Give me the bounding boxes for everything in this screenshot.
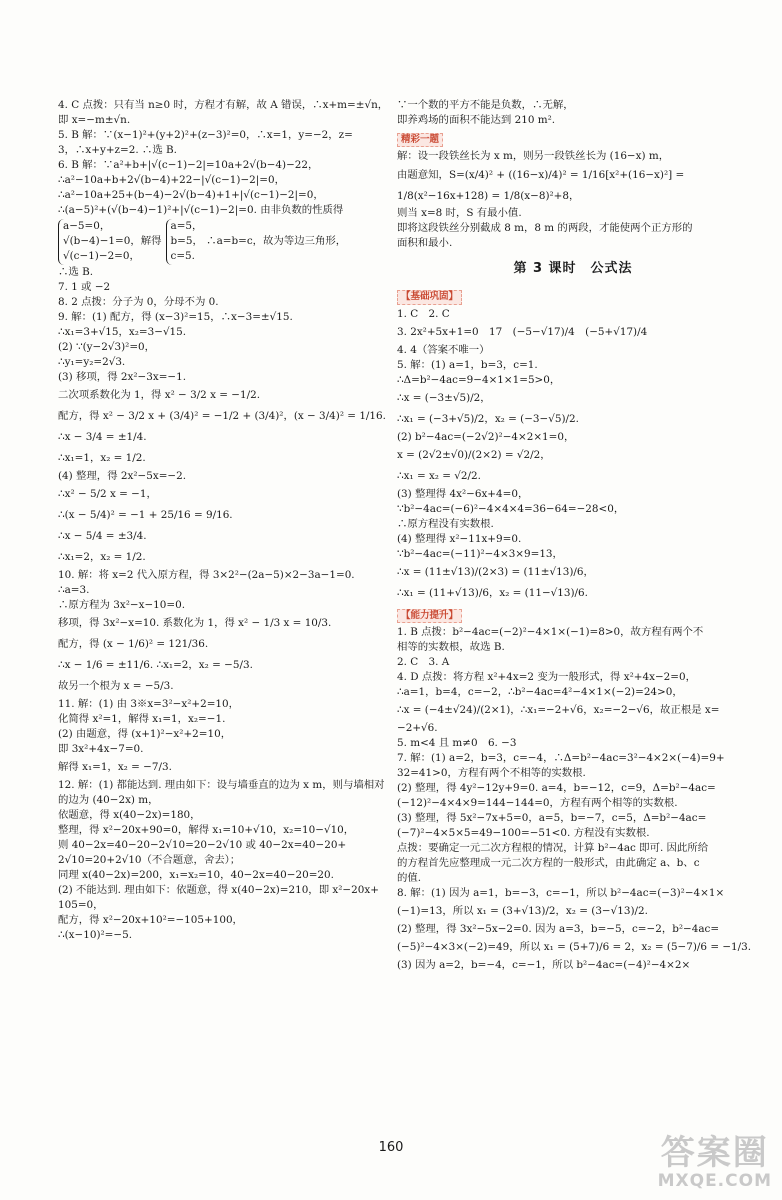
answer-line: 相等的实数根，故选 B. bbox=[397, 640, 505, 653]
answer-line: ∴(a−5)²+(√(b−4)−1)²+|√(c−1)−2|=0. 由非负数的性质得 bbox=[58, 204, 344, 216]
answer-line: ∴x − 3/4 = ±1/4. bbox=[58, 431, 147, 444]
answer-line: 点拨：要确定一元二次方程根的情况，计算 b²−4ac 即可. 因此所给 bbox=[397, 841, 709, 854]
system-line: b=5， ∴a=b=c，故为等边三角形， bbox=[170, 235, 347, 247]
answer-line: 7. 解：(1) a=2，b=3，c=−4，∴Δ=b²−4ac=3²−4×2×(−4)=9+ bbox=[397, 751, 725, 764]
answer-line: 6. B 解：∵a²+b+|√(c−1)−2|=10a+2√(b−4)−22， bbox=[58, 159, 319, 171]
answer-line: 解得 x₁=1，x₂ = −7/3. bbox=[58, 761, 172, 774]
answer-line: (2) 整理，得 4y²−12y+9=0. a=4，b=−12，c=9，Δ=b²−4ac= bbox=[397, 781, 716, 794]
answer-line: 3. 2x²+5x+1=0 17 (−5−√17)/4 (−5+√17)/4 bbox=[397, 325, 648, 338]
answer-line: ∴x₁ = (−3+√5)/2，x₂ = (−3−√5)/2. bbox=[397, 412, 579, 425]
answer-line: ∴x₁ = x₂ = √2/2. bbox=[397, 469, 481, 482]
answer-line: (−1)=13，所以 x₁ = (3+√13)/2，x₂ = (3−√13)/2. bbox=[397, 905, 648, 918]
lesson-title: 第 3 课时 公式法 bbox=[513, 261, 633, 277]
answer-line: (3) 整理，得 5x²−7x+5=0，a=5，b=−7，c=5，Δ=b²−4ac= bbox=[397, 811, 707, 824]
answer-line: ∴x₁ = (11+√13)/6，x₂ = (11−√13)/6. bbox=[397, 586, 588, 599]
answer-line: 解：设一段铁丝长为 x m，则另一段铁丝长为 (16−x) m， bbox=[397, 150, 670, 163]
answer-line: ∴原方程没有实数根. bbox=[397, 517, 494, 530]
left-column bbox=[58, 98, 389, 944]
answer-line: 2. C 3. A bbox=[397, 655, 450, 668]
answer-line: 8. 解：(1) 因为 a=1，b=−3，c=−1，所以 b²−4ac=(−3)²−4×1× bbox=[397, 886, 725, 899]
answer-line: ∴(x − 5/4)² = −1 + 25/16 = 9/16. bbox=[58, 509, 233, 522]
answer-line: 5. m<4 且 m≠0 6. −3 bbox=[397, 736, 517, 749]
answer-line: 的方程首先应整理成一元二次方程的一般形式，由此确定 a、b、c bbox=[397, 856, 700, 869]
answer-line: (4) 整理得 x²−11x+9=0. bbox=[397, 532, 522, 545]
section-tag: 【基础巩固】 bbox=[397, 290, 462, 304]
page-number: 160 bbox=[378, 1140, 404, 1155]
answer-line: (−12)²−4×4×9=144−144=0，方程有两个相等的实数根. bbox=[397, 796, 678, 809]
answer-line: 2√10=20+2√10（不合题意，舍去）； bbox=[58, 854, 241, 866]
answer-line: ∵一个数的平方不能是负数，∴无解， bbox=[397, 99, 574, 111]
answer-line: (3) 移项，得 2x²−3x=−1. bbox=[58, 371, 187, 383]
answer-line: ∴x = (−4±√24)/(2×1)，∴x₁=−2+√6，x₂=−2−√6，故正根是 x= bbox=[397, 704, 720, 717]
answer-line: ∴原方程为 3x²−x−10=0. bbox=[58, 599, 186, 611]
answer-line: 1/8(x²−16x+128) = 1/8(x−8)²+8， bbox=[397, 189, 580, 202]
answer-line: x = (2√2±√0)/(2×2) = √2/2， bbox=[397, 448, 551, 461]
answer-line: 5. B 解：∵(x−1)²+(y+2)²+(z−3)²=0，∴x=1，y=−2，z= bbox=[58, 129, 353, 141]
answer-line: 4. 4（答案不唯一） bbox=[397, 343, 490, 356]
answer-line: ∴x₁=2，x₂ = 1/2. bbox=[58, 551, 146, 564]
answer-line: 1. B 点拨：b²−4ac=(−2)²−4×1×(−1)=8>0，故方程有两个不 bbox=[397, 625, 704, 638]
answer-line: (2) ∵(y−2√3)²=0， bbox=[58, 341, 156, 353]
answer-line: ∴a=3. bbox=[58, 584, 90, 596]
answer-line: 化简得 x²=1，解得 x₁=1，x₂=−1. bbox=[58, 713, 226, 725]
answer-line: 面积和最小. bbox=[397, 237, 453, 250]
right-column bbox=[397, 98, 752, 974]
answer-line: 1. C 2. C bbox=[397, 307, 450, 320]
answer-line: (−7)²−4×5×5=49−100=−51<0. 方程没有实数根. bbox=[397, 826, 650, 839]
answer-line: −2+√6. bbox=[397, 721, 438, 734]
answer-line: ∴x = (11±√13)/(2×3) = (11±√13)/6， bbox=[397, 565, 594, 578]
answer-line: ∴(x−10)²=−5. bbox=[58, 929, 132, 941]
answer-line: ∵b²−4ac=(−6)²−4×4×4=36−64=−28<0， bbox=[397, 502, 625, 515]
answer-line: ∴a²−10a+b+2√(b−4)+22−|√(c−1)−2|=0， bbox=[58, 174, 285, 186]
brace-group bbox=[58, 219, 162, 265]
answer-line: 4. D 点拨：将方程 x²+4x=2 变为一般形式，得 x²+4x−2=0， bbox=[397, 670, 696, 683]
answer-line: ∴x² − 5/2 x = −1， bbox=[58, 488, 157, 501]
answer-line: ∴Δ=b²−4ac=9−4×1×1=5>0， bbox=[397, 373, 561, 386]
watermark-logo bbox=[657, 1132, 772, 1192]
answer-line: 的边为 (40−2x) m， bbox=[58, 794, 159, 806]
answer-line: (4) 整理，得 2x²−5x=−2. bbox=[58, 470, 187, 482]
answer-line: 的值. bbox=[397, 871, 422, 884]
watermark-text: 答案圈 bbox=[660, 1132, 769, 1173]
answer-line: 移项，得 3x²−x=10. 系数化为 1，得 x² − 1/3 x = 10/3. bbox=[58, 617, 332, 630]
system-line: √(b−4)−1=0，解得 bbox=[63, 235, 162, 247]
answer-line: 配方，得 x²−20x+10²=−105+100， bbox=[58, 914, 243, 926]
answer-line: 即 x=−m±√n. bbox=[58, 114, 131, 126]
answer-line: 10. 解：将 x=2 代入原方程，得 3×2²−(2a−5)×2−3a−1=0. bbox=[58, 569, 355, 581]
brace-group bbox=[166, 219, 347, 265]
answer-line: 由题意知，S=(x/4)² + ((16−x)/4)² = 1/16[x²+(16−x)²] = bbox=[397, 168, 685, 181]
section-tag: 【能力提升】 bbox=[397, 609, 462, 623]
answer-line: ∵b²−4ac=(−11)²−4×3×9=13， bbox=[397, 547, 563, 560]
answer-line: 即 3x²+4x−7=0. bbox=[58, 743, 144, 755]
answer-line: (2) 不能达到. 理由如下：依题意，得 x(40−2x)=210，即 x²−20x+ bbox=[58, 884, 379, 896]
answer-line: 11. 解：(1) 由 3※x=3²−x²+2=10， bbox=[58, 698, 240, 710]
answer-line: (3) 因为 a=2，b=−4，c=−1，所以 b²−4ac=(−4)²−4×2× bbox=[397, 958, 691, 971]
answer-line: 4. C 点拨：只有当 n≥0 时，方程才有解，故 A 错误，∴x+m=±√n， bbox=[58, 99, 389, 111]
answer-line: (3) 整理得 4x²−6x+4=0， bbox=[397, 487, 529, 500]
system-line: √(c−1)−2=0， bbox=[63, 250, 140, 262]
answer-line: 105=0， bbox=[58, 899, 104, 911]
equation-system bbox=[58, 219, 383, 265]
answer-line: 配方，得 x² − 3/2 x + (3/4)² = −1/2 + (3/4)²，(x − 3/4)² = 1/16. bbox=[58, 410, 386, 423]
answer-line: ∴a²−10a+25+(b−4)−2√(b−4)+1+|√(c−1)−2|=0， bbox=[58, 189, 324, 201]
answer-line: 则当 x=8 时，S 有最小值. bbox=[397, 207, 522, 220]
answer-line: 整理，得 x²−20x+90=0，解得 x₁=10+√10，x₂=10−√10， bbox=[58, 824, 355, 836]
answer-line: ∴x = (−3±√5)/2， bbox=[397, 391, 491, 404]
answer-line: 32=41>0，方程有两个不相等的实数根. bbox=[397, 766, 586, 779]
system-line: c=5. bbox=[170, 250, 195, 262]
answer-line: ∴x − 1/6 = ±11/6. ∴x₁=2，x₂ = −5/3. bbox=[58, 659, 253, 672]
answer-line: (2) 整理，得 3x²−5x−2=0. 因为 a=3，b=−5，c=−2，b²−4ac= bbox=[397, 922, 720, 935]
answer-line: ∴选 B. bbox=[58, 266, 94, 278]
answer-line: (2) b²−4ac=(−2√2)²−4×2×1=0， bbox=[397, 430, 575, 443]
answer-line: 故另一个根为 x = −5/3. bbox=[58, 680, 174, 693]
answer-line: 即养鸡场的面积不能达到 210 m². bbox=[397, 114, 556, 126]
answer-line: ∴a=1，b=4，c=−2，∴b²−4ac=4²−4×1×(−2)=24>0， bbox=[397, 685, 683, 698]
answer-line: ∴x₁=1，x₂ = 1/2. bbox=[58, 452, 146, 465]
answer-line: 即将这段铁丝分别截成 8 m，8 m 的两段，才能使两个正方形的 bbox=[397, 222, 693, 235]
answer-line: 5. 解：(1) a=1，b=3，c=1. bbox=[397, 358, 538, 371]
answer-line: (−5)²−4×3×(−2)=49，所以 x₁ = (5+7)/6 = 2，x₂ = (5−7)/6 = −1/3. bbox=[397, 941, 752, 954]
answer-line: 依题意，得 x(40−2x)=180， bbox=[58, 809, 201, 821]
watermark-url: MXQE.COM bbox=[657, 1170, 772, 1191]
answer-line: 8. 2 点拨：分子为 0，分母不为 0. bbox=[58, 296, 219, 308]
answer-line: 7. 1 或 −2 bbox=[58, 281, 111, 293]
system-line: a−5=0， bbox=[63, 220, 111, 232]
answer-line: ∴x − 5/4 = ±3/4. bbox=[58, 530, 147, 543]
answer-line: ∴x₁=3+√15，x₂=3−√15. bbox=[58, 326, 187, 338]
answer-line: 9. 解：(1) 配方，得 (x−3)²=15，∴x−3=±√15. bbox=[58, 311, 293, 323]
answer-line: 配方，得 (x − 1/6)² = 121/36. bbox=[58, 638, 209, 651]
answer-line: 二次项系数化为 1，得 x² − 3/2 x = −1/2. bbox=[58, 389, 260, 402]
answer-line: 同理 x(40−2x)=200，x₁=x₂=10，40−2x=40−20=20. bbox=[58, 869, 334, 881]
section-tag: 精彩一题 bbox=[397, 133, 443, 147]
answer-line: (2) 由题意，得 (x+1)²−x²+2=10， bbox=[58, 728, 232, 740]
answer-line: 12. 解：(1) 都能达到. 理由如下：设与墙垂直的边为 x m，则与墙相对 bbox=[58, 779, 385, 791]
answer-line: 则 40−2x=40−20−2√10=20−2√10 或 40−2x=40−20+ bbox=[58, 839, 347, 851]
system-line: a=5， bbox=[170, 220, 203, 232]
answer-line: 3，∴x+y+z=2. ∴选 B. bbox=[58, 144, 177, 156]
answer-line: ∴y₁=y₂=2√3. bbox=[58, 356, 126, 368]
